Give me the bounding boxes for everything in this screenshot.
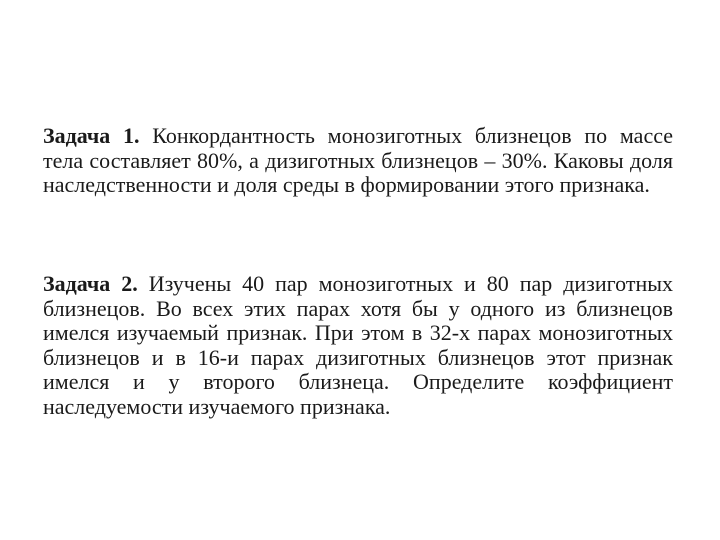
task-2-text: Изучены 40 пар монозиготных и 80 пар дизиготных близнецов. Во всех этих парах хотя бы у одного из близнецов имелся изучаемый признак. При этом в 32-х парах монозиготных близнецов и в 16-и парах дизиготных близнецов этот признак имелся и у второго близнеца. Определите коэффициент наследуемости изучаемого признака. xyxy=(43,271,673,419)
task-1-text: Конкордантность монозиготных близнецов по массе тела составляет 80%, а дизиготных близнецов – 30%. Каковы доля наследственности и доля среды в формировании этого признака. xyxy=(43,123,674,197)
task-1-paragraph xyxy=(43,124,673,198)
task-1-label: Задача 1. xyxy=(43,123,140,148)
task-2-label: Задача 2. xyxy=(43,271,138,296)
task-2-paragraph xyxy=(43,272,673,419)
